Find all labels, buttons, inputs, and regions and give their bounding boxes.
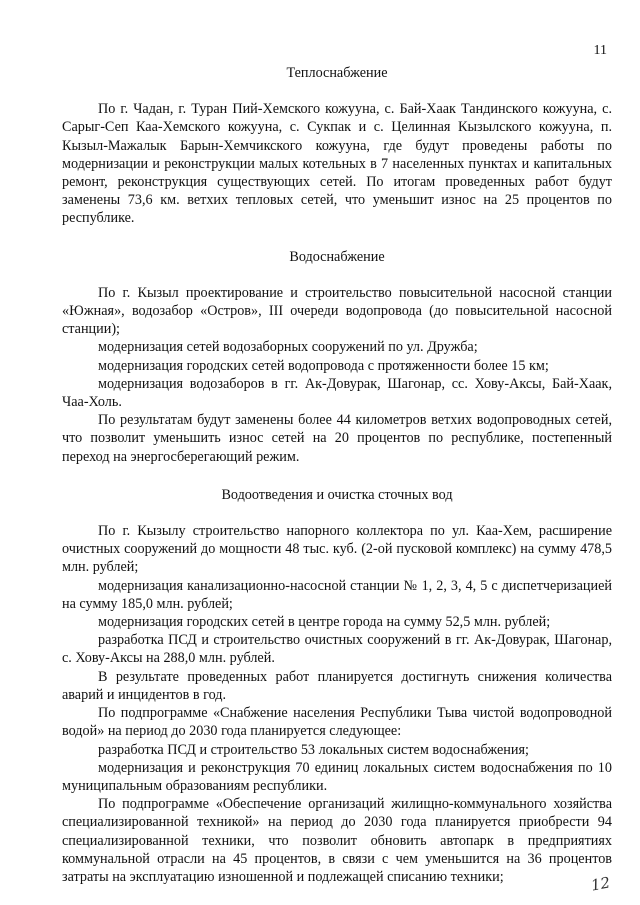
paragraph: разработка ПСД и строительство очистных сооружений в гг. Ак-Довурак, Шагонар, с. Хову-Аксы на 288,0 млн. рублей. bbox=[62, 632, 612, 667]
paragraph: По подпрограмме «Обеспечение организаций жилищно-коммунального хозяйства специализированной техникой» на период до 2030 года планируется приобрести 94 специализированной техники, что позволит обновить автопарк в предприятиях коммунальной отрасли на 45 процентов, в связи с чем уменьшится на 36 процентов затраты на эксплуатацию изношенной и подлежащей списанию техники; bbox=[62, 796, 612, 885]
document-body bbox=[62, 64, 612, 886]
paragraph: По г. Кызылу строительство напорного коллектора по ул. Каа-Хем, расширение очистных сооружений до мощности 48 тыс. куб. (2-ой пусковой комплекс) на сумму 478,5 млн. рублей; bbox=[62, 523, 612, 576]
section-title-heating: Теплоснабжение bbox=[286, 65, 388, 81]
paragraph: В результате проведенных работ планируется достигнуть снижения количества аварий и инцидентов в год. bbox=[62, 668, 612, 703]
paragraph: модернизация сетей водозаборных сооружений по ул. Дружба; bbox=[98, 339, 478, 356]
page-number: 11 bbox=[593, 43, 607, 58]
paragraph: модернизация городских сетей в центре города на сумму 52,5 млн. рублей; bbox=[98, 614, 551, 631]
paragraph: модернизация городских сетей водопровода с протяженности более 15 км; bbox=[98, 357, 549, 374]
paragraph: модернизация и реконструкция 70 единиц локальных систем водоснабжения по 10 муниципальным образованиям республики. bbox=[62, 759, 612, 794]
paragraph: По результатам будут заменены более 44 километров ветхих водопроводных сетей, что позволит уменьшить износ сетей на 20 процентов по республике, постепенный переход на энергосберегающий режим. bbox=[62, 412, 612, 465]
paragraph: модернизация водозаборов в гг. Ак-Довурак, Шагонар, сс. Хову-Аксы, Бай-Хаак, Чаа-Холь. bbox=[62, 375, 612, 411]
handwritten-mark: 12 bbox=[589, 873, 612, 895]
paragraph: По подпрограмме «Снабжение населения Республики Тыва чистой водопроводной водой» на период до 2030 года планируется следующее: bbox=[62, 705, 612, 740]
paragraph: По г. Кызыл проектирование и строительство повысительной насосной станции «Южная», водозабор «Остров», III очереди водопровода (до повысительной насосной станции); bbox=[62, 284, 612, 338]
paragraph: разработка ПСД и строительство 53 локальных систем водоснабжения; bbox=[98, 741, 529, 758]
paragraph: модернизация канализационно-насосной станции № 1, 2, 3, 4, 5 с диспетчеризацией на сумму 185,0 млн. рублей; bbox=[62, 577, 612, 612]
paragraph: По г. Чадан, г. Туран Пий-Хемского кожууна, с. Бай-Хаак Тандинского кожууна, с. Сарыг-Сеп Каа-Хемского кожууна, с. Сукпак и с. Целинная Кызылского кожууна, п. Кызыл-Мажалык Барын-Хемчикского кожууна, где будут проведены работы по модернизации и реконструкции малых котельных в 7 населенных пунктах и капитальных ремонт, реконструкция существующих сетей. По итогам проведенных работ будут заменены 73,6 км. ветхих тепловых сетей, что уменьшит износ на 25 процентов по республике. bbox=[62, 101, 612, 227]
section-title-water-supply: Водоснабжение bbox=[289, 248, 385, 265]
section-title-wastewater: Водоотведения и очистка сточных вод bbox=[221, 486, 453, 503]
